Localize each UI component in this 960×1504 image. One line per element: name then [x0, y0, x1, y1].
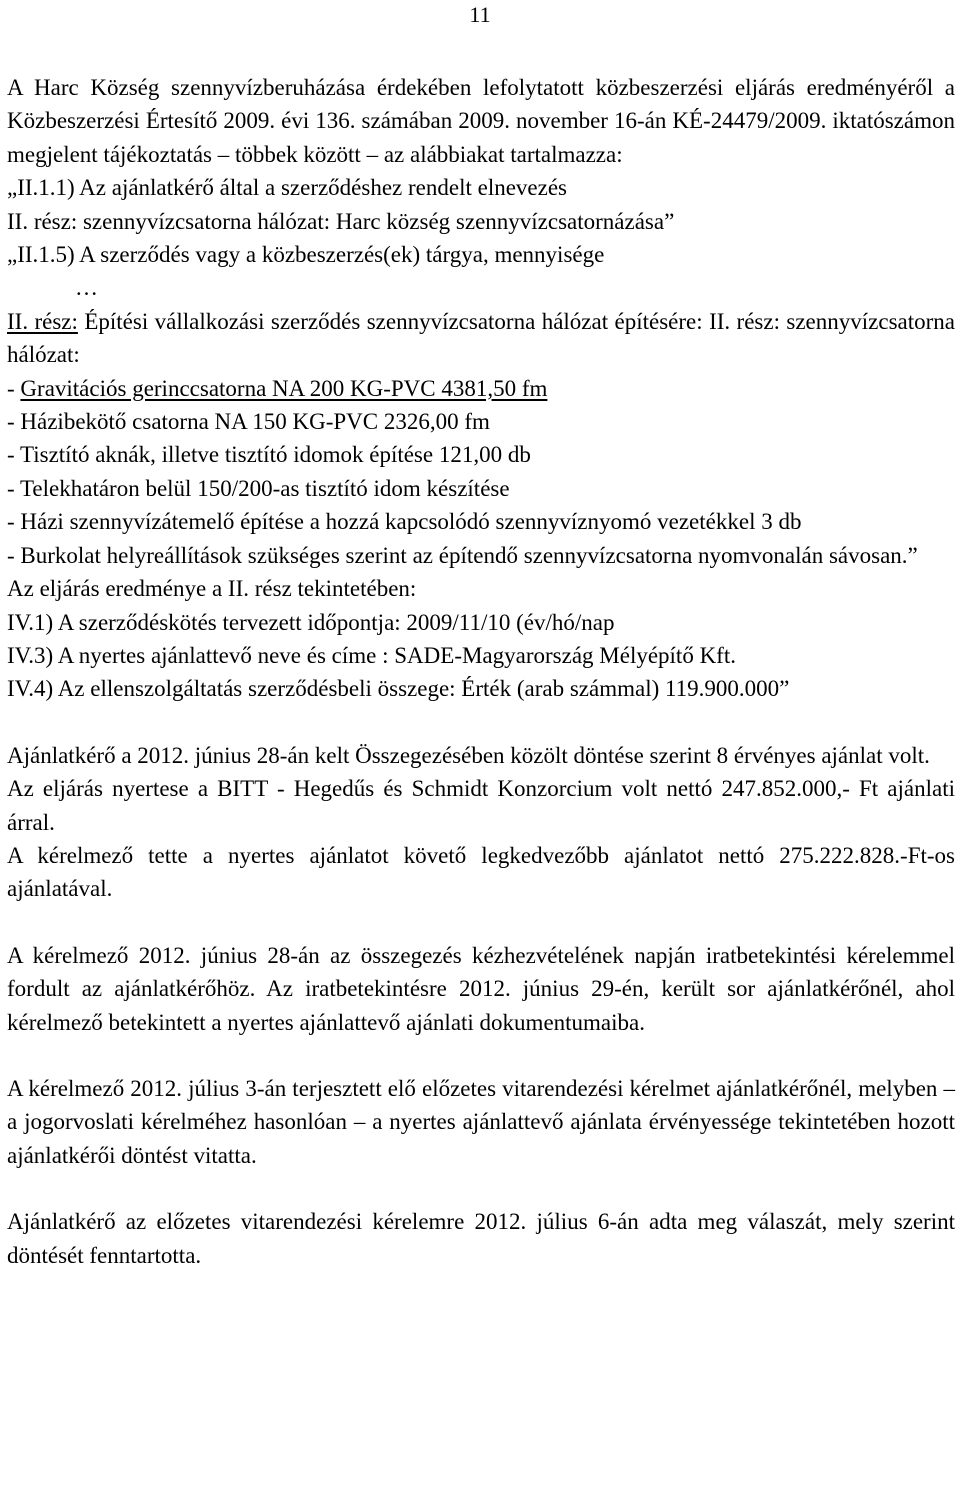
spacer: [7, 706, 955, 739]
paragraph-iratbetekintes: A kérelmező 2012. június 28-án az összegezés kézhezvételének napján iratbetekintési kérelemmel fordult az ajánlatkérőhöz. Az iratbetekintésre 2012. június 29-én, került sor ajánlatkérőnél, ahol kérelmező betekintett a nyertes ajánlattevő ajánlati dokumentumaiba.: [7, 942, 955, 1035]
quote-ellipsis: …: [75, 275, 98, 301]
gerinccsatorna-text: Gravitációs gerinccsatorna NA 200 KG-PVC 4381,50 fm: [20, 375, 548, 401]
paragraph-vitarendezes: A kérelmező 2012. július 3-án terjesztett elő előzetes vitarendezési kérelmet ajánlatkérőnél, melyben – a jogorvoslati kérelméhez hasonlóan – a nyertes ajánlattevő ajánlata érvényessége tekintetében hozott ajánlatkérői döntést vitatta.: [7, 1075, 955, 1168]
iv3-line: IV.3) A nyertes ajánlattevő neve és címe : SADE-Magyarország Mélyépítő Kft.: [7, 642, 736, 668]
spacer: [7, 906, 955, 939]
iv4-line: IV.4) Az ellenszolgáltatás szerződésbeli összege: Érték (arab számmal) 119.900.000”: [7, 676, 790, 702]
iv1-line: IV.1) A szerződéskötés tervezett időpontja: 2009/11/10 (év/hó/nap: [7, 609, 615, 635]
part-text: Építési vállalkozási szerződés szennyvízcsatorna hálózat építésére: II. rész: szennyvízcsatorna hálózat:: [7, 308, 955, 368]
quote-line-targya: „II.1.5) A szerződés vagy a közbeszerzés(ek) tárgya, mennyisége: [7, 242, 605, 268]
spacer: [7, 1039, 955, 1072]
list-item-tisztito-aknak: - Tisztító aknák, illetve tisztító idomok építése 121,00 db: [7, 442, 531, 468]
paragraph-ervenyes-ajanlat: Ajánlatkérő a 2012. június 28-án kelt Összegezésében közölt döntése szerint 8 érvényes ajánlat volt.: [7, 742, 930, 768]
list-item-burkolat: - Burkolat helyreállítások szükséges szerint az építendő szennyvízcsatorna nyomvonalán sávosan.”: [7, 542, 918, 568]
paragraph-valasz: Ajánlatkérő az előzetes vitarendezési kérelemre 2012. július 6-án adta meg válaszát, mely szerint döntését fenntartotta.: [7, 1209, 955, 1268]
result-heading: Az eljárás eredménye a II. rész tekintetében:: [7, 576, 417, 602]
quote-part-description: [7, 305, 955, 372]
list-item-gerinccsatorna: - Gravitációs gerinccsatorna NA 200 KG-PVC 4381,50 fm: [7, 375, 548, 401]
list-item-hazibekoto: - Házibekötő csatorna NA 150 KG-PVC 2326,00 fm: [7, 409, 490, 435]
quote-line-resz-name: II. rész: szennyvízcsatorna hálózat: Harc község szennyvízcsatornázása”: [7, 208, 675, 234]
paragraph-nyertes: Az eljárás nyertese a BITT - Hegedűs és Schmidt Konzorcium volt nettó 247.852.000,- Ft ajánlati árral.: [7, 776, 955, 835]
part-label: II. rész:: [7, 308, 78, 334]
list-item-atemelo: - Házi szennyvízátemelő építése a hozzá kapcsolódó szennyvíznyomó vezetékkel 3 db: [7, 509, 802, 535]
spacer: [7, 1172, 955, 1205]
document-body: [7, 71, 955, 1272]
page-number: 11: [469, 2, 491, 27]
quote-line-elnevezes: „II.1.1) Az ajánlatkérő által a szerződéshez rendelt elnevezés: [7, 175, 567, 201]
list-item-telekhatar: - Telekhatáron belül 150/200-as tisztító idom készítése: [7, 475, 510, 501]
paragraph-kerelmezo-ajanlat: A kérelmező tette a nyertes ajánlatot követő legkedvezőbb ajánlatot nettó 275.222.828.-Ft-os ajánlatával.: [7, 842, 955, 902]
intro-paragraph: A Harc Község szennyvízberuházása érdekében lefolytatott közbeszerzési eljárás eredményéről a Közbeszerzési Értesítő 2009. évi 136. számában 2009. november 16-án KÉ-24479/2009. iktatószámon megjelent tájékoztatás – többek között – az alábbiakat tartalmazza:: [7, 75, 955, 167]
